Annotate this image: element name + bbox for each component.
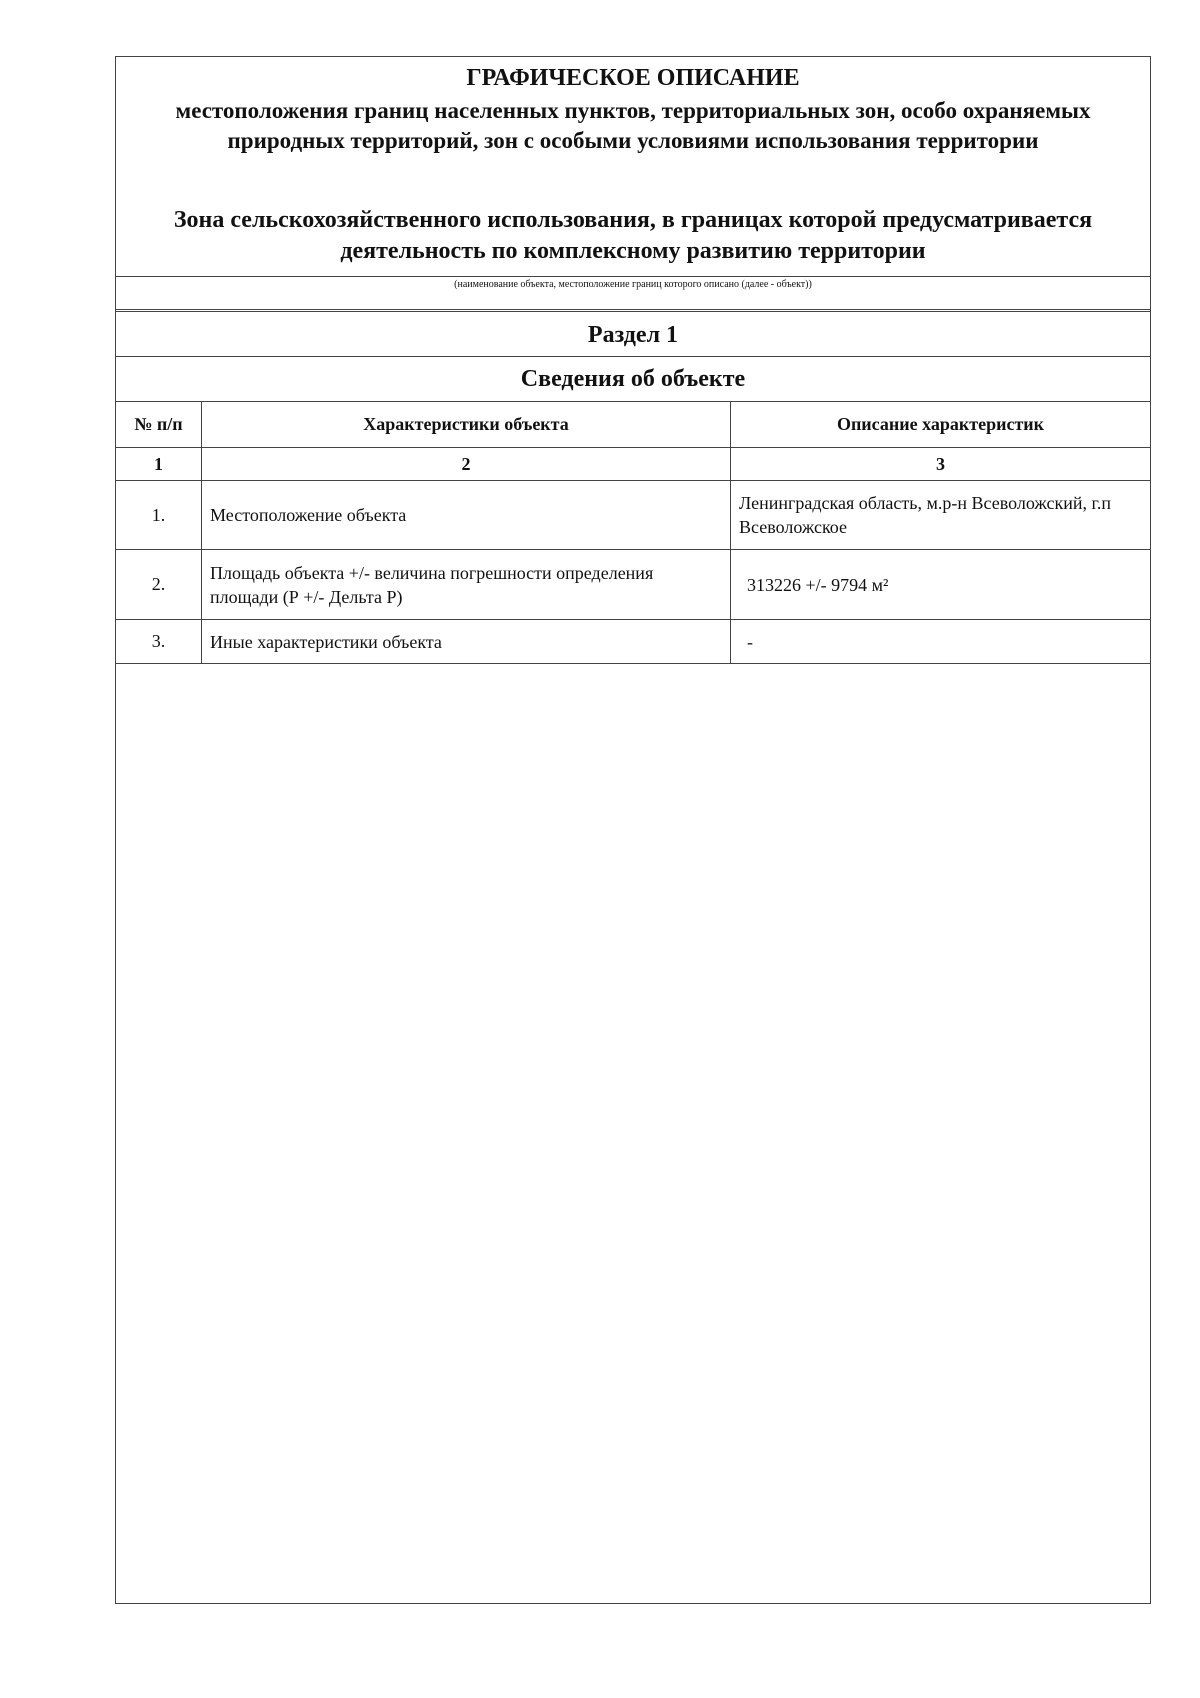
document-header — [116, 57, 1150, 277]
row-characteristic: Местоположение объекта — [202, 481, 731, 550]
column-header-number: № п/п — [116, 402, 202, 448]
row-characteristic: Иные характеристики объекта — [202, 620, 731, 664]
divider — [116, 311, 1150, 312]
table-row — [116, 481, 1151, 550]
row-number: 1. — [116, 481, 202, 550]
column-number: 2 — [202, 448, 731, 481]
document-subtitle: местоположения границ населенных пунктов, территориальных зон, особо охраняемых природных территорий, зон с особыми условиями использования территории — [175, 98, 1091, 153]
divider — [116, 276, 1150, 277]
object-name-caption: (наименование объекта, местоположение границ которого описано (далее - объект)) — [454, 279, 812, 290]
column-numbers-row — [116, 448, 1151, 481]
document-title: ГРАФИЧЕСКОЕ ОПИСАНИЕ — [466, 65, 800, 91]
row-description: Ленинградская область, м.р-н Всеволожский, г.п Всеволожское — [731, 481, 1151, 550]
section-title: Сведения об объекте — [520, 366, 746, 392]
row-description: - — [731, 620, 1151, 664]
column-header-description: Описание характеристик — [731, 402, 1151, 448]
table-header-row — [116, 402, 1151, 448]
row-number: 2. — [116, 550, 202, 620]
column-number: 1 — [116, 448, 202, 481]
row-description: 313226 +/- 9794 м² — [731, 550, 1151, 620]
section-label: Раздел 1 — [587, 322, 679, 348]
object-name: Зона сельскохозяйственного использования, в границах которой предусматривается деятельность по комплексному развитию территории — [173, 207, 1093, 264]
table-row — [116, 550, 1151, 620]
row-characteristic: Площадь объекта +/- величина погрешности определения площади (Р +/- Дельта Р) — [202, 550, 731, 620]
column-number: 3 — [731, 448, 1151, 481]
divider — [116, 309, 1150, 310]
table-row — [116, 620, 1151, 664]
row-number: 3. — [116, 620, 202, 664]
document-frame — [115, 56, 1151, 1604]
object-info-table — [115, 401, 1151, 664]
column-header-characteristic: Характеристики объекта — [202, 402, 731, 448]
